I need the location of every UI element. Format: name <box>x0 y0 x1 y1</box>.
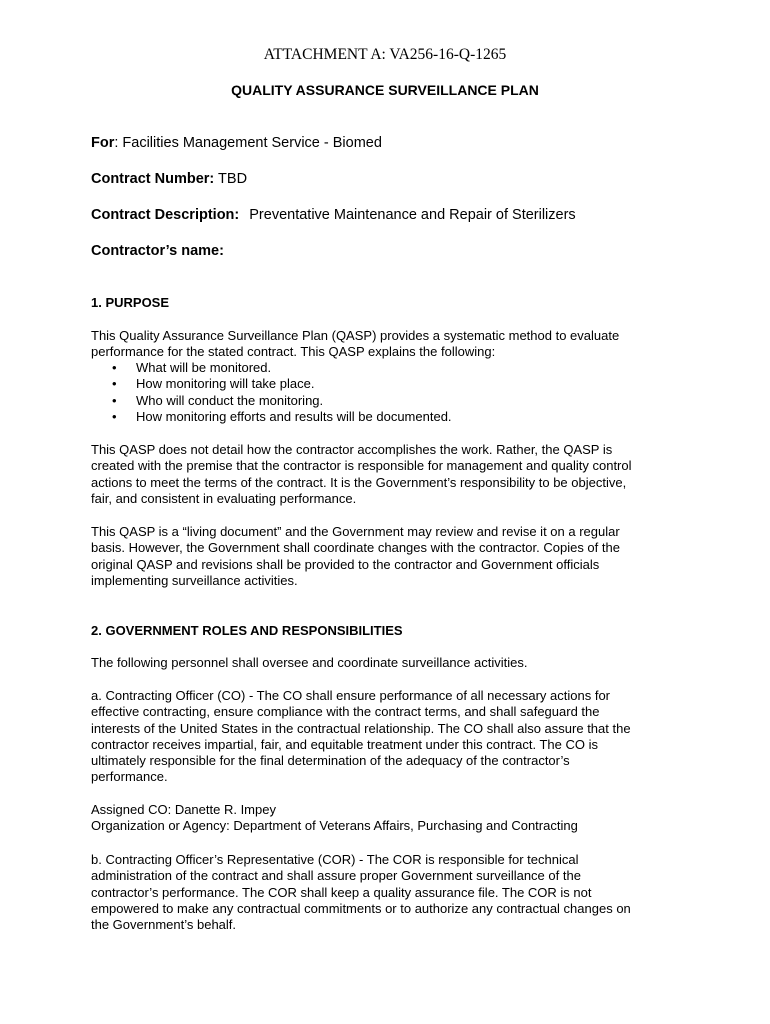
list-item: • What will be monitored. <box>112 360 272 375</box>
text-line: effective contracting, ensure compliance with the contract terms, and shall safeguard the <box>91 704 600 720</box>
list-item: • How monitoring will take place. <box>112 376 315 392</box>
for-value: : Facilities Management Service - Biomed <box>114 135 382 151</box>
text-line: This QASP does not detail how the contractor accomplishes the work. Rather, the QASP is <box>91 442 613 457</box>
bullet-icon: • <box>112 392 117 408</box>
text-line: The following personnel shall oversee and coordinate surveillance activities. <box>91 655 528 670</box>
text-line: b. Contracting Officer’s Representative (COR) - The COR is responsible for technical <box>91 852 579 867</box>
text-line: performance. <box>91 769 168 785</box>
text-line: empowered to make any contractual commitments or to authorize any contractual changes on <box>91 900 631 916</box>
page-title: QUALITY ASSURANCE SURVEILLANCE PLAN <box>231 82 539 98</box>
purpose-paragraph-3 <box>91 524 691 589</box>
text-line: contractor receives impartial, fair, and equitable treatment under this contract. The CO is <box>91 736 598 752</box>
text-line: fair, and consistent in evaluating performance. <box>91 490 357 506</box>
text-line: created with the premise that the contractor is responsible for management and quality control <box>91 458 632 474</box>
assigned-co-block <box>91 802 691 835</box>
text-line: implementing surveillance activities. <box>91 572 298 588</box>
contract-number-field <box>91 171 247 187</box>
for-label: For <box>91 135 115 151</box>
contractor-name-field <box>91 243 224 259</box>
contract-description-field <box>91 207 576 223</box>
co-paragraph <box>91 688 691 786</box>
text-line: This Quality Assurance Surveillance Plan (QASP) provides a systematic method to evaluate <box>91 328 620 343</box>
text-line: interests of the United States in the contractual relationship. The CO shall also assure that the <box>91 720 631 736</box>
contract-description-value: Preventative Maintenance and Repair of Sterilizers <box>249 207 576 223</box>
purpose-paragraph-2 <box>91 442 691 507</box>
section-heading-purpose: 1. PURPOSE <box>91 295 170 310</box>
purpose-intro <box>91 328 691 361</box>
text-line: contractor’s performance. The COR shall keep a quality assurance file. The COR is not <box>91 884 592 900</box>
list-item: • Who will conduct the monitoring. <box>112 392 324 408</box>
text-line: a. Contracting Officer (CO) - The CO shall ensure performance of all necessary actions for <box>91 688 611 703</box>
contract-number-label: Contract Number: <box>91 171 215 187</box>
bullet-icon: • <box>112 376 117 392</box>
text-line: the Government’s behalf. <box>91 917 237 933</box>
text-line: performance for the stated contract. This QASP explains the following: <box>91 344 496 360</box>
list-item: • How monitoring efforts and results will be documented. <box>112 408 452 424</box>
text-line: This QASP is a “living document” and the Government may review and revise it on a regular <box>91 524 620 539</box>
organization-agency: Organization or Agency: Department of Veterans Affairs, Purchasing and Contracting <box>91 818 578 834</box>
attachment-line: ATTACHMENT A: VA256-16-Q-1265 <box>263 46 507 63</box>
roles-intro <box>91 655 691 671</box>
text-line: basis. However, the Government shall coordinate changes with the contractor. Copies of the <box>91 540 620 556</box>
for-field <box>91 135 382 151</box>
text-line: actions to meet the terms of the contract. It is the Government’s responsibility to be objective, <box>91 474 627 490</box>
contract-number-value: TBD <box>218 171 248 187</box>
purpose-bullet-list <box>91 360 452 425</box>
bullet-icon: • <box>112 408 117 424</box>
text-line: original QASP and revisions shall be provided to the contractor and Government officials <box>91 556 600 572</box>
contract-description-label: Contract Description: <box>91 207 240 223</box>
text-line: administration of the contract and shall assure proper Government surveillance of the <box>91 868 581 884</box>
contractor-name-label: Contractor’s name: <box>91 243 224 259</box>
cor-paragraph <box>91 852 691 933</box>
bullet-icon: • <box>112 360 117 375</box>
assigned-co: Assigned CO: Danette R. Impey <box>91 802 276 817</box>
section-heading-government-roles: 2. GOVERNMENT ROLES AND RESPONSIBILITIES <box>91 623 403 638</box>
text-line: ultimately responsible for the final determination of the adequacy of the contractor’s <box>91 753 570 769</box>
